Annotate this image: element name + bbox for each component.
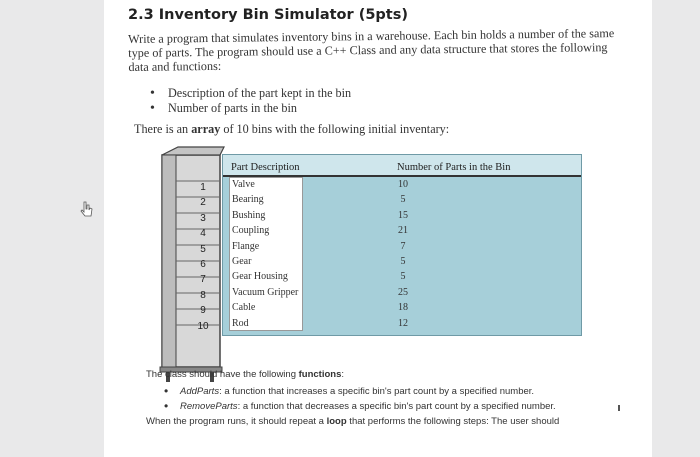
bullet-number-of-parts: • Number of parts in the bin: [148, 101, 351, 116]
cell-count: 25: [398, 286, 408, 298]
cell-count: 5: [400, 255, 406, 267]
table-row: [223, 301, 581, 316]
cell-description: Bearing: [232, 194, 264, 206]
bin-label: 8: [200, 289, 206, 301]
function-text: : a function that decreases a specific bin's part count by a specified number.: [237, 401, 556, 412]
table-row: [223, 209, 581, 224]
loop-bold: loop: [326, 416, 347, 427]
pointer-cursor-icon: [80, 200, 94, 218]
functions-suffix: :: [341, 369, 345, 380]
cell-count: 21: [398, 225, 408, 237]
functions-intro: [146, 369, 344, 380]
table-row: [223, 178, 581, 193]
function-addparts: [162, 384, 556, 399]
bin-number-labels: [190, 180, 216, 334]
table-row: [223, 270, 581, 285]
function-text: : a function that increases a specific bin's part count by a specified number.: [219, 386, 535, 397]
cell-count: 5: [400, 194, 406, 206]
table-row: [223, 286, 581, 301]
bullet-description: • Description of the part kept in the bin: [148, 86, 351, 101]
cell-description: Rod: [232, 317, 249, 329]
cell-description: Valve: [232, 179, 255, 190]
function-name: RemoveParts: [180, 401, 238, 412]
cell-description: Cable: [232, 302, 256, 314]
cell-count: 12: [398, 317, 408, 329]
table-row: [223, 193, 581, 208]
table-row: [223, 240, 581, 255]
array-prefix: There is an: [134, 122, 192, 136]
cell-description: Gear: [232, 255, 252, 267]
array-sentence: [134, 122, 449, 137]
bin-label: 1: [200, 182, 206, 193]
function-list: [162, 384, 556, 414]
intro-paragraph: Write a program that simulates inventory bins in a warehouse. Each bin holds a number of the same type of parts. The program should use a C++ Class and any data structure that stores the following data and functions:: [128, 26, 615, 74]
bin-label: 5: [200, 243, 206, 255]
inventory-table: [222, 154, 582, 336]
function-name: AddParts: [180, 386, 220, 397]
stray-mark: [618, 405, 620, 411]
col-part-description: Part Description: [231, 162, 300, 173]
cell-count: 18: [398, 302, 408, 314]
bin-label: 2: [200, 197, 206, 209]
bin-label: 4: [200, 228, 206, 240]
col-number-of-parts: Number of Parts in the Bin: [397, 162, 511, 173]
table-row: [223, 317, 581, 332]
table-row: [223, 224, 581, 239]
bin-label: 7: [200, 274, 206, 286]
cell-count: 15: [398, 209, 408, 221]
cell-count: 7: [400, 240, 406, 252]
functions-prefix: The class should have the following: [146, 369, 299, 380]
functions-bold: functions: [298, 369, 342, 380]
cell-description: Gear Housing: [232, 271, 288, 283]
cell-description: Flange: [232, 240, 260, 252]
cell-description: Coupling: [232, 225, 270, 237]
array-suffix: of 10 bins with the following initial inventary:: [220, 122, 450, 136]
cell-description: Vacuum Gripper: [232, 286, 299, 298]
bin-label: 10: [197, 320, 209, 332]
bin-label: 9: [200, 305, 206, 317]
cell-count: 10: [398, 179, 408, 190]
loop-suffix: that performs the following steps: The user should: [346, 416, 560, 427]
loop-prefix: When the program runs, it should repeat a: [146, 416, 327, 427]
array-bold: array: [191, 122, 221, 136]
data-bullet-list: [148, 86, 351, 116]
section-heading: 2.3 Inventory Bin Simulator (5pts): [128, 7, 408, 23]
table-row: [223, 255, 581, 270]
cell-count: 5: [400, 271, 406, 283]
loop-sentence: [146, 416, 586, 427]
cell-description: Bushing: [232, 209, 266, 221]
bin-label: 6: [200, 258, 206, 270]
function-removeparts: [162, 399, 556, 414]
table-header: [223, 155, 581, 177]
table-rows: [223, 178, 581, 332]
bin-label: 3: [200, 212, 206, 224]
